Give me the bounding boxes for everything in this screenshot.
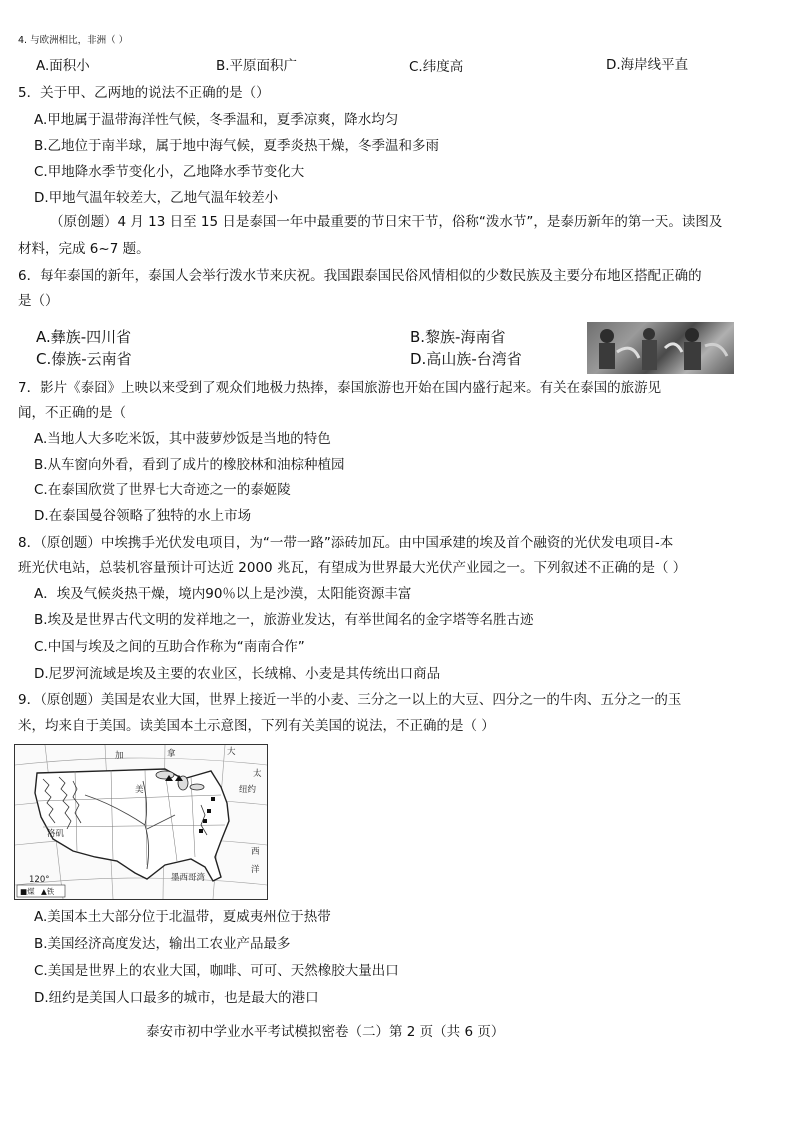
map-legend-iron: ▲铁 xyxy=(41,887,55,896)
intro-6-7-line2: 材料，完成 6~7 题。 xyxy=(18,241,150,257)
q6-option-b: B.黎族-海南省 xyxy=(410,328,506,346)
q8-option-a: A．埃及气候炎热干燥，境内90％以上是沙漠，太阳能资源丰富 xyxy=(34,586,412,602)
map-label-jia: 加 xyxy=(115,751,124,761)
map-label-gulf-of-mexico: 墨西哥湾 xyxy=(171,873,206,883)
q9-stem-line1: 9．（原创题）美国是农业大国，世界上接近一半的小麦、三分之一以上的大豆、四分之一的牛肉、五分之一的玉 xyxy=(18,692,682,708)
q7-option-d: D.在泰国曼谷领略了独特的水上市场 xyxy=(34,508,252,524)
q9-option-c: C.美国是世界上的农业大国，咖啡、可可、天然橡胶大量出口 xyxy=(34,963,399,979)
page-footer: 泰安市初中学业水平考试模拟密卷（二）第 2 页（共 6 页） xyxy=(146,1024,505,1040)
map-label-newyork: 纽约 xyxy=(239,785,257,795)
q5-option-c: C.甲地降水季节变化小，乙地降水季节变化大 xyxy=(34,164,305,180)
water-festival-photo xyxy=(587,322,734,374)
q6-option-d: D.高山族-台湾省 xyxy=(410,350,522,368)
q6-option-a: A.彝族-四川省 xyxy=(36,328,132,346)
q5-stem: 5．关于甲、乙两地的说法不正确的是（） xyxy=(18,85,270,101)
q8-option-b: B.埃及是世界古代文明的发祥地之一，旅游业发达，有举世闻名的金字塔等名胜古迹 xyxy=(34,612,534,628)
map-label-rockies: 洛矶 xyxy=(47,829,65,839)
q7-stem-line1: 7．影片《泰囧》上映以来受到了观众们地极力热捧，泰国旅游也开始在国内盛行起来。有关在泰国的旅游见 xyxy=(18,380,662,396)
q9-option-d: D.纽约是美国人口最多的城市，也是最大的港口 xyxy=(34,990,319,1006)
q9-option-a: A.美国本土大部分位于北温带，夏威夷州位于热带 xyxy=(34,909,331,925)
q8-option-c: C.中国与埃及之间的互助合作称为“南南合作” xyxy=(34,639,305,655)
map-label-longitude: 120° xyxy=(29,875,50,885)
q7-option-c: C.在泰国欣赏了世界七大奇迹之一的泰姬陵 xyxy=(34,482,291,498)
map-label-na: 拿 xyxy=(167,749,176,759)
map-label-xi: 西 xyxy=(251,847,260,857)
q7-stem-line2: 闻，不正确的是（ xyxy=(18,405,126,421)
q4-option-b: B.平原面积广 xyxy=(216,58,298,74)
q4-option-d: D.海岸线平直 xyxy=(606,57,689,73)
map-label-tai: 太 xyxy=(253,769,262,779)
intro-6-7-line1: （原创题）4 月 13 日至 15 日是泰国一年中最重要的节日宋干节，俗称“泼水节”，是泰历新年的第一天。读图及 xyxy=(50,214,723,230)
map-legend-coal: ■煤 xyxy=(20,887,35,896)
q7-option-a: A.当地人大多吃米饭，其中菠萝炒饭是当地的特色 xyxy=(34,431,331,447)
q5-option-d: D.甲地气温年较差大，乙地气温年较差小 xyxy=(34,190,279,206)
q5-option-a: A.甲地属于温带海洋性气候，冬季温和，夏季凉爽，降水均匀 xyxy=(34,112,399,128)
q9-stem-line2: 米，均来自于美国。读美国本土示意图，下列有关美国的说法，不正确的是（ ） xyxy=(18,718,495,734)
q5-option-b: B.乙地位于南半球，属于地中海气候，夏季炎热干燥，冬季温和多雨 xyxy=(34,138,440,154)
q9-option-b: B.美国经济高度发达，输出工农业产品最多 xyxy=(34,936,291,952)
q6-option-c: C.傣族-云南省 xyxy=(36,350,132,368)
map-label-yang: 洋 xyxy=(251,865,260,875)
q4-stem: 4. 与欧洲相比，非洲（ ） xyxy=(18,35,129,46)
q8-stem-line1: 8．（原创题）中埃携手光伏发电项目，为“一带一路”添砖加瓦。由中国承建的埃及首个融资的光伏发电项目-本 xyxy=(18,535,674,551)
q4-option-a: A.面积小 xyxy=(36,58,90,74)
q4-option-c: C.纬度高 xyxy=(409,59,464,75)
map-label-da: 大 xyxy=(227,747,236,757)
q7-option-b: B.从车窗向外看，看到了成片的橡胶林和油棕种植园 xyxy=(34,457,345,473)
q6-stem-line1: 6．每年泰国的新年，泰国人会举行泼水节来庆祝。我国跟泰国民俗风情相似的少数民族及主要分布地区搭配正确的 xyxy=(18,268,702,284)
q6-stem-line2: 是（） xyxy=(18,293,59,309)
q8-option-d: D.尼罗河流域是埃及主要的农业区，长绒棉、小麦是其传统出口商品 xyxy=(34,666,441,682)
q8-stem-line2: 班光伏电站，总装机容量预计可达近 2000 兆瓦，有望成为世界最大光伏产业园之一。下列叙述不正确的是（ ） xyxy=(18,560,687,576)
us-mainland-map xyxy=(14,744,268,900)
map-label-mei: 美 xyxy=(135,785,144,795)
